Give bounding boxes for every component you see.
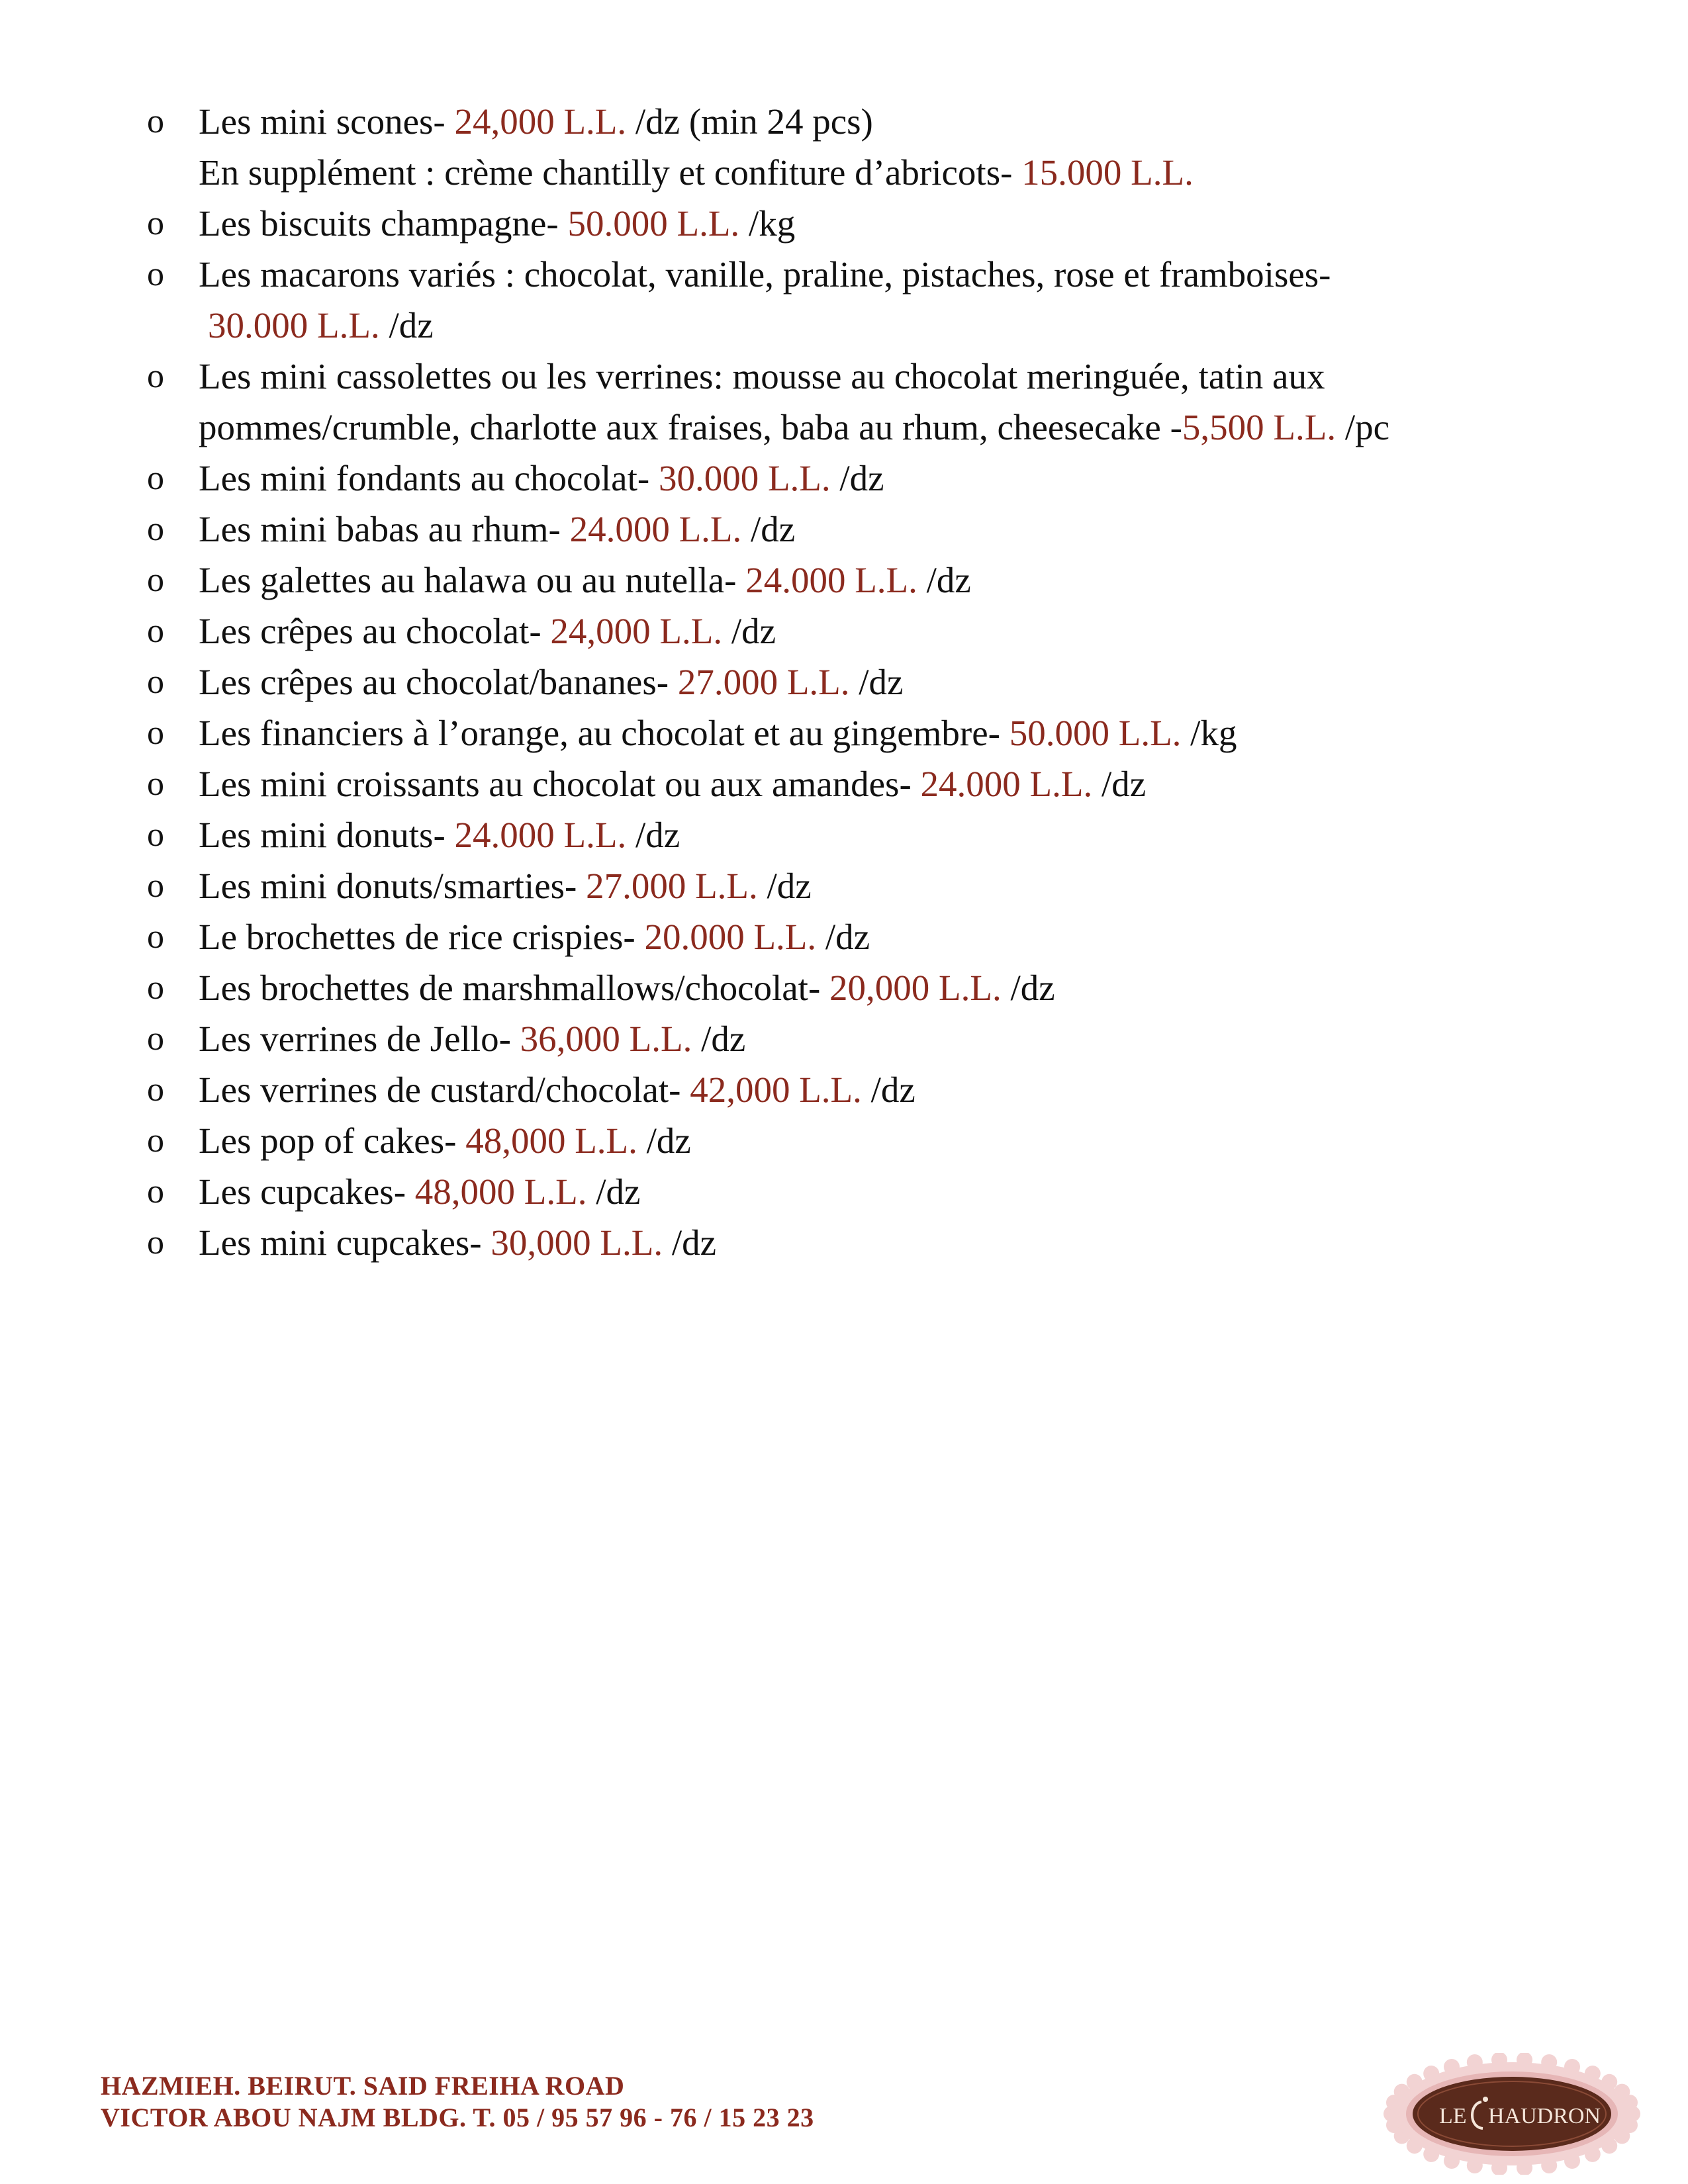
list-bullet: o xyxy=(147,867,164,905)
menu-item-line xyxy=(199,657,1688,707)
list-bullet: o xyxy=(147,816,164,854)
list-bullet: o xyxy=(147,1122,164,1160)
menu-item-name: Les macarons variés : chocolat, vanille, praline, pistaches, rose et framboises- xyxy=(199,254,1331,295)
menu-item-price: 50.000 L.L. xyxy=(567,203,740,244)
menu-item-price: 5,500 L.L. xyxy=(1182,407,1336,447)
menu-item-detail: En supplément : crème chantilly et confiture d’abricots- xyxy=(199,152,1022,193)
menu-item-price: 24.000 L.L. xyxy=(745,560,917,600)
menu-item-line xyxy=(199,606,1688,657)
menu-item-price: 27.000 L.L. xyxy=(677,662,850,702)
footer-address xyxy=(101,2070,814,2134)
menu-item-name: Les brochettes de marshmallows/chocolat- xyxy=(199,968,830,1008)
menu-list xyxy=(0,96,1688,1268)
menu-item xyxy=(0,809,1688,860)
menu-item-price: 42,000 L.L. xyxy=(690,1069,862,1110)
menu-item xyxy=(0,657,1688,707)
menu-item-name: Le brochettes de rice crispies- xyxy=(199,917,645,957)
menu-item xyxy=(0,351,1688,453)
menu-item-name: Les cupcakes- xyxy=(199,1171,415,1212)
list-bullet: o xyxy=(147,663,164,701)
menu-item-unit: /dz xyxy=(1001,968,1055,1008)
menu-item-line xyxy=(199,1166,1688,1217)
menu-item-unit: /dz xyxy=(1092,764,1147,804)
menu-item-name: Les pop of cakes- xyxy=(199,1120,466,1161)
menu-item xyxy=(0,911,1688,962)
menu-item-name: Les mini cassolettes ou les verrines: mousse au chocolat meringuée, tatin aux xyxy=(199,356,1325,396)
list-bullet: o xyxy=(147,103,164,140)
list-bullet: o xyxy=(147,1173,164,1210)
list-bullet: o xyxy=(147,561,164,599)
logo-c-ornament xyxy=(1483,2097,1488,2102)
menu-item-unit: /dz xyxy=(663,1222,717,1263)
menu-item-name: Les mini donuts- xyxy=(199,815,455,855)
menu-item xyxy=(0,1166,1688,1217)
menu-item-unit: /dz xyxy=(816,917,870,957)
menu-item-price: 27.000 L.L. xyxy=(586,866,758,906)
menu-item-detail: pommes/crumble, charlotte aux fraises, baba au rhum, cheesecake - xyxy=(199,407,1182,447)
menu-item-line xyxy=(199,453,1688,504)
list-bullet: o xyxy=(147,1020,164,1058)
menu-item-line xyxy=(199,147,1688,198)
menu-item-price: 24.000 L.L. xyxy=(569,509,742,549)
menu-item-line xyxy=(199,1013,1688,1064)
menu-item xyxy=(0,198,1688,249)
list-bullet: o xyxy=(147,918,164,956)
menu-item-unit: /dz xyxy=(917,560,971,600)
menu-item-line xyxy=(199,300,1688,351)
menu-item-line xyxy=(199,96,1688,147)
list-bullet: o xyxy=(147,765,164,803)
menu-item-price: 24.000 L.L. xyxy=(920,764,1093,804)
menu-item-price: 24.000 L.L. xyxy=(454,815,627,855)
menu-item xyxy=(0,962,1688,1013)
menu-item xyxy=(0,1013,1688,1064)
menu-item-name: Les financiers à l’orange, au chocolat et au gingembre- xyxy=(199,713,1009,753)
menu-item-name: Les mini donuts/smarties- xyxy=(199,866,586,906)
menu-item-name: Les mini scones- xyxy=(199,101,455,142)
menu-item xyxy=(0,96,1688,198)
menu-item-name: Les mini croissants au chocolat ou aux amandes- xyxy=(199,764,921,804)
list-bullet: o xyxy=(147,1071,164,1109)
menu-item-unit: /dz xyxy=(861,1069,915,1110)
menu-item-line xyxy=(199,555,1688,606)
footer-address-line-1: HAZMIEH. BEIRUT. SAID FREIHA ROAD xyxy=(101,2071,625,2101)
menu-item-price: 30.000 L.L. xyxy=(208,305,380,345)
menu-item-price: 48,000 L.L. xyxy=(414,1171,587,1212)
menu-item-name: Les galettes au halawa ou au nutella- xyxy=(199,560,746,600)
menu-item-name: Les biscuits champagne- xyxy=(199,203,568,244)
menu-item-unit: /pc xyxy=(1336,407,1390,447)
menu-item-unit: /kg xyxy=(739,203,796,244)
menu-item xyxy=(0,555,1688,606)
menu-item-price: 24,000 L.L. xyxy=(550,611,723,651)
menu-item-name: Les crêpes au chocolat/bananes- xyxy=(199,662,678,702)
menu-item-price: 24,000 L.L. xyxy=(454,101,627,142)
menu-item-price: 20.000 L.L. xyxy=(644,917,817,957)
menu-item-name: Les verrines de custard/chocolat- xyxy=(199,1069,690,1110)
menu-item-price: 30.000 L.L. xyxy=(658,458,831,498)
menu-item-line xyxy=(199,402,1688,453)
footer-address-line-2: VICTOR ABOU NAJM BLDG. T. 05 / 95 57 96 - 76 / 15 23 23 xyxy=(101,2103,814,2132)
list-bullet: o xyxy=(147,459,164,497)
menu-item xyxy=(0,860,1688,911)
menu-item xyxy=(0,453,1688,504)
menu-item xyxy=(0,504,1688,555)
menu-item-unit: /dz xyxy=(637,1120,691,1161)
logo-text-name: HAUDRON xyxy=(1488,2104,1601,2128)
menu-item-unit: /dz xyxy=(757,866,812,906)
menu-item-unit: /dz xyxy=(741,509,796,549)
list-bullet: o xyxy=(147,510,164,548)
menu-item-line xyxy=(199,860,1688,911)
menu-item-line xyxy=(199,249,1688,300)
menu-item-line xyxy=(199,758,1688,809)
menu-item-line xyxy=(199,809,1688,860)
menu-item xyxy=(0,606,1688,657)
menu-item-line xyxy=(199,911,1688,962)
menu-item-line xyxy=(199,962,1688,1013)
menu-item-line xyxy=(199,504,1688,555)
menu-item-unit: /kg xyxy=(1181,713,1237,753)
list-bullet: o xyxy=(147,612,164,650)
menu-item-unit: /dz xyxy=(379,305,434,345)
menu-item-line xyxy=(199,1217,1688,1268)
menu-item xyxy=(0,1115,1688,1166)
menu-item xyxy=(0,249,1688,351)
list-bullet: o xyxy=(147,205,164,242)
menu-item xyxy=(0,1064,1688,1115)
menu-item-unit: /dz xyxy=(626,815,680,855)
menu-item-price: 48,000 L.L. xyxy=(465,1120,637,1161)
menu-item-line xyxy=(199,1064,1688,1115)
menu-item xyxy=(0,707,1688,758)
list-bullet: o xyxy=(147,255,164,293)
menu-item-name: Les crêpes au chocolat- xyxy=(199,611,551,651)
menu-item-price: 15.000 L.L. xyxy=(1021,152,1194,193)
menu-item xyxy=(0,1217,1688,1268)
menu-item-line xyxy=(199,707,1688,758)
menu-item-price: 20,000 L.L. xyxy=(829,968,1002,1008)
list-bullet: o xyxy=(147,357,164,395)
list-bullet: o xyxy=(147,1224,164,1261)
menu-item-name: Les mini fondants au chocolat- xyxy=(199,458,659,498)
logo-text-le: LE xyxy=(1439,2104,1467,2128)
menu-item xyxy=(0,758,1688,809)
menu-item-unit: /dz xyxy=(722,611,776,651)
menu-item-line xyxy=(199,351,1688,402)
list-bullet: o xyxy=(147,714,164,752)
menu-item-name: Les mini babas au rhum- xyxy=(199,509,570,549)
menu-item-unit: /dz xyxy=(692,1019,746,1059)
menu-item-line xyxy=(199,1115,1688,1166)
menu-item-name: Les verrines de Jello- xyxy=(199,1019,520,1059)
menu-item-unit: /dz xyxy=(849,662,904,702)
menu-item-price: 50.000 L.L. xyxy=(1009,713,1182,753)
menu-item-price: 36,000 L.L. xyxy=(520,1019,692,1059)
le-chaudron-logo xyxy=(1382,2053,1642,2175)
menu-item-unit: /dz xyxy=(586,1171,641,1212)
menu-item-name: Les mini cupcakes- xyxy=(199,1222,491,1263)
menu-item-line xyxy=(199,198,1688,249)
menu-item-price: 30,000 L.L. xyxy=(491,1222,663,1263)
menu-item-unit: /dz (min 24 pcs) xyxy=(626,101,873,142)
list-bullet: o xyxy=(147,969,164,1007)
menu-item-unit: /dz xyxy=(830,458,884,498)
